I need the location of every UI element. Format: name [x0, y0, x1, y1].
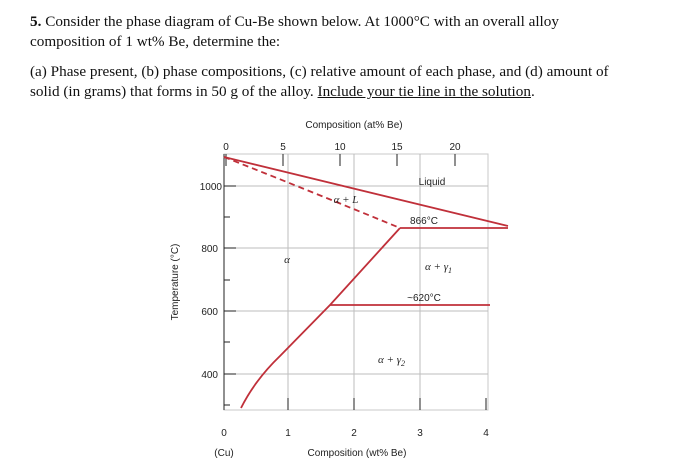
y-axis: [224, 154, 236, 410]
top-tick-5: 5: [280, 142, 286, 153]
parts-line-1: (a) Phase present, (b) phase compositions, (c) relative amount of each phase, and (d) amount of: [30, 63, 609, 80]
bottom-axis-ticks: [224, 398, 486, 410]
alpha-plus-liquid-label: α + L: [333, 194, 359, 206]
top-axis-ticks: [226, 154, 455, 166]
top-tick-0: 0: [223, 142, 229, 153]
alpha-gamma2-label: $\alpha + \gamma_2$: [378, 354, 406, 368]
eutectic-temp-label: 866°C: [410, 216, 438, 227]
parts-line-2-start: solid (in grams) that forms in 50 g of the alloy.: [30, 83, 314, 100]
bottom-tick-1: 1: [285, 428, 291, 439]
bottom-axis-title: Composition (wt% Be): [307, 448, 407, 459]
grid-lines: [224, 154, 488, 410]
y-tick-600: 600: [201, 307, 218, 318]
liquidus-line: [224, 157, 508, 226]
problem-number: 5.: [30, 13, 42, 30]
top-axis-title: Composition (at% Be): [305, 120, 403, 131]
phase-boundaries: [224, 157, 508, 408]
liquid-label: Liquid: [418, 177, 446, 188]
alpha-gamma1-label: $\alpha + \gamma_1$: [425, 261, 453, 275]
y-axis-title: Temperature (°C): [170, 243, 181, 321]
top-tick-15: 15: [391, 142, 403, 153]
y-tick-400: 400: [201, 370, 218, 381]
eutectoid-temp-label: ~620°C: [407, 293, 441, 304]
alpha-label: α: [284, 254, 290, 266]
solvus-line: [241, 228, 400, 408]
diagram-labels: [170, 120, 489, 459]
plot-frame: [224, 154, 488, 410]
bottom-tick-4: 4: [483, 428, 489, 439]
problem-line-1: Consider the phase diagram of Cu-Be shown below. At 1000°C with an overall alloy: [45, 13, 559, 30]
problem-line-2: composition of 1 wt% Be, determine the:: [30, 33, 281, 50]
bottom-tick-2: 2: [351, 428, 357, 439]
cu-label: (Cu): [214, 448, 234, 459]
y-tick-1000: 1000: [199, 182, 222, 193]
bottom-tick-0: 0: [221, 428, 227, 439]
parts-line-2-end: .: [530, 83, 535, 100]
bottom-tick-3: 3: [417, 428, 423, 439]
top-tick-10: 10: [334, 142, 346, 153]
tie-line-instruction: Include your tie line in the solution: [317, 83, 531, 100]
top-tick-20: 20: [449, 142, 461, 153]
y-tick-800: 800: [201, 244, 218, 255]
